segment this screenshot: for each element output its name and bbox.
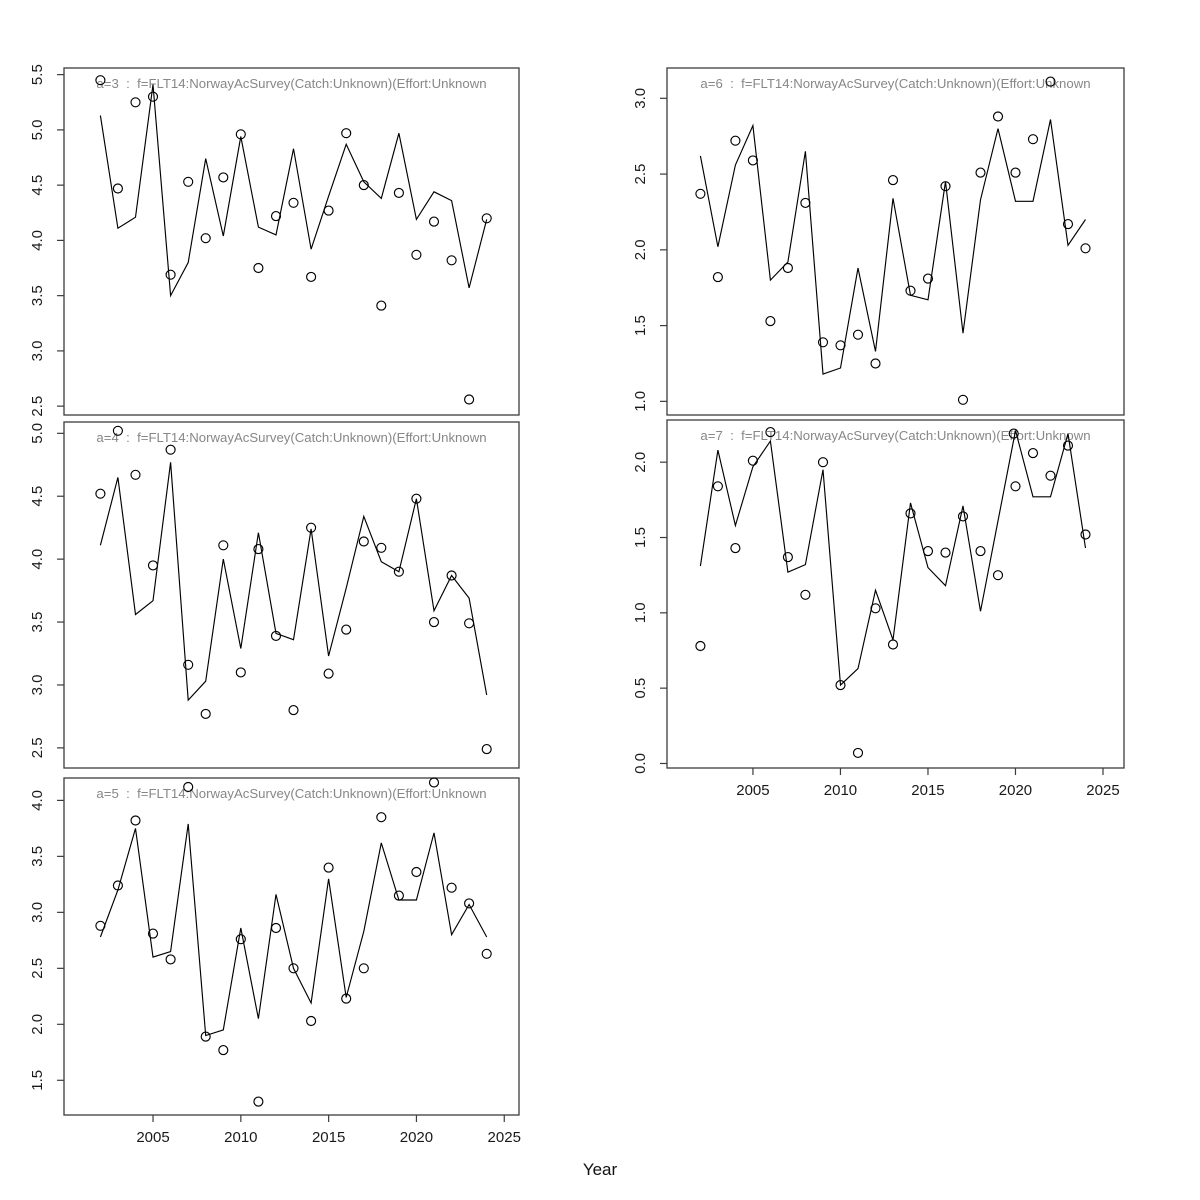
x-tick-label: 2005: [136, 1129, 170, 1146]
y-tick-label: 5.0: [29, 119, 46, 141]
observed-point: [219, 541, 228, 550]
y-tick-label: 5.0: [29, 422, 46, 444]
y-tick-label: 2.5: [632, 163, 649, 185]
observed-point: [889, 176, 898, 185]
fitted-line: [100, 85, 486, 296]
observed-point: [696, 189, 705, 198]
observed-point: [377, 813, 386, 822]
observed-point: [219, 1046, 228, 1055]
y-tick-label: 3.0: [29, 901, 46, 923]
y-tick-label: 2.0: [632, 239, 649, 261]
x-tick-label: 2025: [1086, 782, 1120, 799]
observed-point: [342, 129, 351, 138]
panel-a4: [29, 422, 519, 768]
observed-point: [113, 184, 122, 193]
observed-point: [1011, 168, 1020, 177]
observed-point: [1011, 482, 1020, 491]
observed-point: [272, 924, 281, 933]
observed-point: [324, 669, 333, 678]
observed-point: [166, 955, 175, 964]
y-tick-label: 1.5: [29, 1069, 46, 1091]
y-tick-label: 3.0: [632, 87, 649, 109]
panel-border: [64, 68, 519, 415]
y-tick-label: 2.5: [29, 395, 46, 417]
x-tick-label: 2025: [487, 1129, 521, 1146]
y-tick-label: 4.0: [29, 548, 46, 570]
observed-point: [1046, 471, 1055, 480]
observed-point: [394, 188, 403, 197]
observed-point: [941, 548, 950, 557]
observed-point: [1029, 135, 1038, 144]
y-tick-label: 4.5: [29, 485, 46, 507]
fitted-line: [100, 824, 486, 1036]
observed-point: [131, 98, 140, 107]
y-tick-label: 2.5: [29, 737, 46, 759]
observed-point: [236, 668, 245, 677]
panel-title: a=6 : f=FLT14:NorwayAcSurvey(Catch:Unknown)(Effort:Unknown: [700, 76, 1091, 91]
x-tick-label: 2020: [998, 782, 1033, 799]
observed-point: [783, 553, 792, 562]
observed-point: [359, 964, 368, 973]
x-tick-label: 2005: [736, 782, 770, 799]
observed-point: [976, 547, 985, 556]
y-tick-label: 4.0: [29, 789, 46, 811]
panel-title: a=3 : f=FLT14:NorwayAcSurvey(Catch:Unknown)(Effort:Unknown: [96, 76, 487, 91]
observed-point: [166, 445, 175, 454]
observed-point: [994, 112, 1003, 121]
observed-point: [184, 177, 193, 186]
x-tick-label: 2015: [911, 782, 945, 799]
observed-point: [713, 482, 722, 491]
observed-point: [289, 198, 298, 207]
panel-a6: [632, 68, 1124, 415]
observed-point: [482, 745, 491, 754]
observed-point: [871, 359, 880, 368]
observed-point: [342, 625, 351, 634]
panel-a7: [632, 420, 1124, 799]
y-tick-label: 0.5: [632, 677, 649, 699]
fitted-line: [700, 120, 1085, 375]
observed-point: [1029, 449, 1038, 458]
y-tick-label: 3.5: [29, 611, 46, 633]
observed-point: [889, 640, 898, 649]
observed-point: [149, 92, 158, 101]
observed-point: [254, 1097, 263, 1106]
observed-point: [465, 395, 474, 404]
observed-point: [766, 317, 775, 326]
observed-point: [324, 206, 333, 215]
observed-point: [836, 341, 845, 350]
observed-point: [201, 234, 210, 243]
observed-point: [412, 250, 421, 259]
x-tick-label: 2010: [224, 1129, 258, 1146]
y-tick-label: 3.0: [29, 340, 46, 362]
panel-title: a=7 : f=FLT14:NorwayAcSurvey(Catch:Unknown)(Effort:Unknown: [700, 428, 1091, 443]
y-tick-label: 3.5: [29, 845, 46, 867]
observed-point: [959, 512, 968, 521]
observed-point: [731, 544, 740, 553]
observed-point: [430, 217, 439, 226]
observed-point: [731, 136, 740, 145]
observed-point: [96, 489, 105, 498]
observed-point: [272, 212, 281, 221]
x-axis-title: Year: [582, 1160, 618, 1179]
y-tick-label: 1.5: [632, 315, 649, 337]
observed-point: [307, 1017, 316, 1026]
panel-a3: [29, 64, 519, 416]
y-tick-label: 1.0: [632, 390, 649, 412]
panel-border: [667, 420, 1124, 768]
panel-border: [667, 68, 1124, 415]
observed-point: [994, 571, 1003, 580]
observed-point: [801, 590, 810, 599]
observed-point: [1081, 244, 1090, 253]
y-tick-label: 0.0: [632, 753, 649, 774]
fitted-line: [700, 431, 1085, 686]
observed-point: [871, 604, 880, 613]
observed-point: [219, 173, 228, 182]
observed-point: [377, 301, 386, 310]
observed-point: [324, 863, 333, 872]
observed-point: [748, 156, 757, 165]
observed-point: [359, 537, 368, 546]
observed-point: [748, 456, 757, 465]
y-tick-label: 3.0: [29, 674, 46, 696]
observed-point: [447, 883, 456, 892]
y-tick-label: 3.5: [29, 285, 46, 307]
observed-point: [482, 949, 491, 958]
panel-border: [64, 778, 519, 1115]
x-tick-label: 2015: [311, 1129, 346, 1146]
observed-point: [377, 543, 386, 552]
observed-point: [713, 273, 722, 282]
observed-point: [307, 272, 316, 281]
observed-point: [783, 264, 792, 273]
y-tick-label: 4.0: [29, 229, 46, 251]
observed-point: [924, 547, 933, 556]
observed-point: [465, 619, 474, 628]
panel-a5: [29, 778, 521, 1146]
observed-point: [447, 256, 456, 265]
y-tick-label: 5.5: [29, 64, 46, 86]
y-tick-label: 2.5: [29, 957, 46, 979]
y-tick-label: 2.0: [632, 451, 649, 473]
y-tick-label: 4.5: [29, 174, 46, 196]
y-tick-label: 2.0: [29, 1013, 46, 1035]
y-tick-label: 1.0: [632, 602, 649, 624]
observed-point: [819, 458, 828, 467]
observed-point: [149, 561, 158, 570]
fitted-line: [100, 462, 486, 700]
panel-title: a=4 : f=FLT14:NorwayAcSurvey(Catch:Unknown)(Effort:Unknown: [96, 430, 487, 445]
y-tick-label: 1.5: [632, 527, 649, 548]
observed-point: [289, 706, 298, 715]
x-tick-label: 2020: [399, 1129, 434, 1146]
observed-point: [412, 868, 421, 877]
observed-point: [201, 709, 210, 718]
x-tick-label: 2010: [823, 782, 858, 799]
observed-point: [854, 748, 863, 757]
observed-point: [854, 330, 863, 339]
observed-point: [1081, 530, 1090, 539]
observed-point: [166, 270, 175, 279]
observed-point: [254, 264, 263, 273]
observed-point: [976, 168, 985, 177]
panel-border: [64, 422, 519, 768]
observed-point: [236, 935, 245, 944]
observed-point: [131, 470, 140, 479]
observed-point: [131, 816, 140, 825]
panel-title: a=5 : f=FLT14:NorwayAcSurvey(Catch:Unknown)(Effort:Unknown: [96, 786, 487, 801]
observed-point: [801, 198, 810, 207]
observed-point: [959, 395, 968, 404]
observed-point: [430, 618, 439, 627]
observed-point: [819, 338, 828, 347]
observed-point: [96, 921, 105, 930]
observed-point: [696, 642, 705, 651]
